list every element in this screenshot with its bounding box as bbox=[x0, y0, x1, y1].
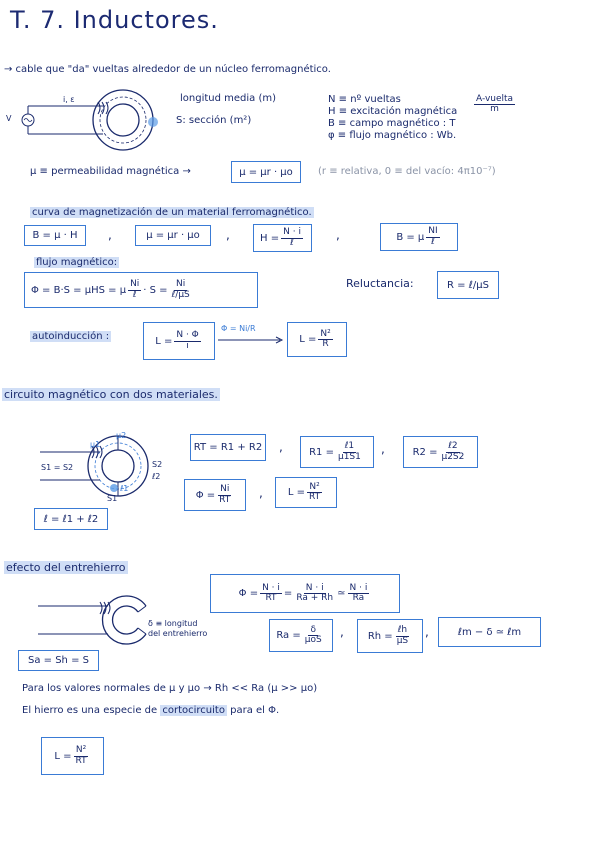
autoind2-lhs: L = bbox=[299, 334, 317, 345]
gap-d3: Ra bbox=[352, 593, 365, 603]
ra-num: δ bbox=[310, 624, 316, 635]
ra-den: μoS bbox=[304, 635, 322, 645]
r1-box bbox=[300, 436, 374, 468]
autoinduction-text: autoinducción : bbox=[32, 331, 110, 342]
ra-box bbox=[269, 619, 333, 652]
l2-label: ℓ2 bbox=[152, 472, 161, 481]
c2-l-num: N² bbox=[309, 481, 320, 492]
curve-heading bbox=[30, 207, 314, 218]
flux-heading bbox=[34, 257, 119, 268]
legend-n: N ≡ nº vueltas bbox=[328, 94, 401, 105]
autoind-num: N · Φ bbox=[176, 330, 199, 341]
flux-eq-b: · S = bbox=[143, 284, 168, 296]
eq-h-num: N · i bbox=[283, 227, 301, 238]
autoind-box bbox=[143, 322, 215, 360]
s1-label: S1 bbox=[107, 494, 118, 503]
gap-eq2: = bbox=[283, 588, 293, 599]
flux-den2: ℓ/μS bbox=[171, 289, 190, 300]
r2-lhs: R2 = bbox=[412, 446, 438, 458]
eq-b2-den: ℓ bbox=[431, 236, 435, 247]
r1-lhs: R1 = bbox=[309, 446, 334, 458]
eq-b2-box bbox=[380, 223, 458, 251]
mu-note: (r ≡ relativa, 0 ≡ del vacío: 4π10⁻⁷) bbox=[318, 166, 496, 177]
c2-phi-lhs: Φ = bbox=[195, 489, 216, 501]
final-den: RT bbox=[75, 755, 87, 766]
mu-box: μ = μr · μo bbox=[231, 161, 301, 183]
gap-n3: N · i bbox=[349, 582, 368, 593]
mu1-label: μ1 bbox=[90, 440, 101, 449]
separator: , bbox=[381, 442, 385, 456]
rh-lhs: Rh = bbox=[367, 630, 393, 642]
intro-text: → cable que "da" vueltas alrededor de un núcleo ferromagnético. bbox=[4, 64, 331, 75]
h-unit-den: m bbox=[490, 104, 499, 115]
delta-label-2: del entrehierro bbox=[148, 629, 208, 638]
current-label: i, ε bbox=[63, 95, 75, 104]
air-gap-core-diagram bbox=[38, 592, 158, 648]
c2-phi-num: Ni bbox=[220, 484, 230, 495]
lm-box: ℓm − δ ≃ ℓm bbox=[438, 617, 541, 647]
c2-phi-den: RT bbox=[219, 494, 231, 505]
mu2-label: μ2 bbox=[116, 431, 127, 440]
rh-den: μS bbox=[396, 635, 409, 646]
gap-approx: ≃ bbox=[337, 588, 346, 599]
curve-heading-text: curva de magnetización de un material ferromagnético. bbox=[32, 207, 312, 218]
gap-heading-text: efecto del entrehierro bbox=[6, 561, 126, 574]
length-sum-box: ℓ = ℓ1 + ℓ2 bbox=[34, 508, 108, 530]
autoind2-num: N² bbox=[320, 328, 331, 339]
note-2-highlight: cortocircuito bbox=[162, 705, 225, 716]
final-lhs: L = bbox=[54, 750, 72, 762]
autoind-lhs: L = bbox=[155, 335, 173, 347]
s-equality-label: S1 = S2 bbox=[41, 463, 74, 472]
mu-definition: μ ≡ permeabilidad magnética → bbox=[30, 166, 191, 177]
c2-l-den: RT bbox=[309, 492, 321, 502]
gap-heading bbox=[4, 561, 128, 574]
autoind2-box bbox=[287, 322, 347, 357]
gap-n1: N · i bbox=[262, 582, 280, 593]
separator: , bbox=[259, 486, 263, 500]
separator: , bbox=[336, 228, 340, 242]
eq-h-den: ℓ bbox=[290, 237, 294, 248]
separator: , bbox=[108, 228, 112, 242]
circuit-heading-text: circuito magnético con dos materiales. bbox=[4, 388, 218, 401]
reluctance-box: R = ℓ/μS bbox=[437, 271, 499, 299]
separator: , bbox=[425, 625, 429, 639]
s2-label: S2 bbox=[152, 460, 163, 469]
flux-box bbox=[24, 272, 258, 308]
gap-phi-lhs: Φ = bbox=[238, 588, 259, 599]
final-num: N² bbox=[75, 745, 87, 756]
gap-phi-box bbox=[210, 574, 400, 613]
autoind-den: i bbox=[186, 340, 189, 351]
flux-heading-text: flujo magnético: bbox=[36, 257, 118, 268]
h-unit-num: A-vuelta bbox=[476, 94, 514, 104]
rh-num: ℓh bbox=[397, 625, 408, 636]
eq-mu-box: μ = μr · μo bbox=[135, 225, 211, 246]
flux-num2: Ni bbox=[176, 279, 186, 290]
legend-h-unit bbox=[472, 95, 517, 115]
c2-phi-box bbox=[184, 479, 246, 511]
autoind2-den: R bbox=[322, 339, 329, 349]
length-label: longitud media (m) bbox=[180, 93, 277, 104]
eq-b-box: B = μ · H bbox=[24, 225, 86, 246]
c2-l-lhs: L = bbox=[287, 487, 306, 498]
flux-num1: Ni bbox=[130, 279, 140, 290]
ra-lhs: Ra = bbox=[276, 630, 301, 641]
flux-den1: ℓ bbox=[132, 289, 137, 300]
legend-h: H ≡ excitación magnética bbox=[328, 106, 458, 117]
page-title: T. 7. Inductores. bbox=[10, 6, 219, 34]
separator: , bbox=[226, 228, 230, 242]
autoind-arrow-label: Φ = Ni/R bbox=[221, 324, 256, 333]
reluctance-label: Reluctancia: bbox=[346, 277, 414, 290]
separator: , bbox=[340, 625, 344, 639]
voltage-label: V bbox=[6, 114, 12, 123]
r2-den: μ2S2 bbox=[441, 451, 465, 462]
flux-eq-a: Φ = B·S = μHS = μ bbox=[31, 284, 127, 296]
toroid-coil-diagram bbox=[18, 88, 178, 158]
l1-label: ℓ1 bbox=[120, 484, 129, 493]
r1-den: μ1S1 bbox=[337, 451, 361, 462]
final-l-box bbox=[41, 737, 104, 775]
r2-box bbox=[403, 436, 478, 468]
delta-label: δ ≡ longitud bbox=[148, 619, 198, 628]
c2-l-box bbox=[275, 477, 337, 508]
r1-num: ℓ1 bbox=[344, 441, 355, 452]
autoinduction-label bbox=[30, 331, 111, 342]
section-label: S: sección (m²) bbox=[176, 115, 252, 126]
eq-h-box bbox=[253, 224, 312, 252]
note-1: Para los valores normales de μ y μo → Rh << Ra (μ >> μo) bbox=[22, 683, 318, 694]
gap-d1: RT bbox=[265, 593, 277, 603]
legend-b: B ≡ campo magnético : T bbox=[328, 118, 456, 129]
rh-box bbox=[357, 619, 423, 653]
eq-h-lhs: H = bbox=[260, 232, 280, 244]
r2-num: ℓ2 bbox=[448, 441, 458, 452]
sa-box: Sa = Sh = S bbox=[18, 650, 99, 671]
gap-d2: Ra + Rh bbox=[296, 593, 334, 603]
rt-box: RT = R1 + R2 bbox=[190, 434, 266, 461]
note-2-a: El hierro es una especie de bbox=[22, 705, 158, 716]
arrow-icon bbox=[218, 335, 284, 345]
eq-b2-num: NI bbox=[428, 226, 438, 237]
legend-phi: φ ≡ flujo magnético : Wb. bbox=[328, 130, 457, 141]
separator: , bbox=[279, 440, 283, 454]
gap-n2: N · i bbox=[305, 582, 324, 593]
circuit-heading bbox=[2, 388, 220, 401]
eq-b2-lhs: B = μ bbox=[396, 231, 425, 243]
note-2-b: para el Φ. bbox=[230, 705, 280, 716]
note-2 bbox=[22, 705, 279, 716]
